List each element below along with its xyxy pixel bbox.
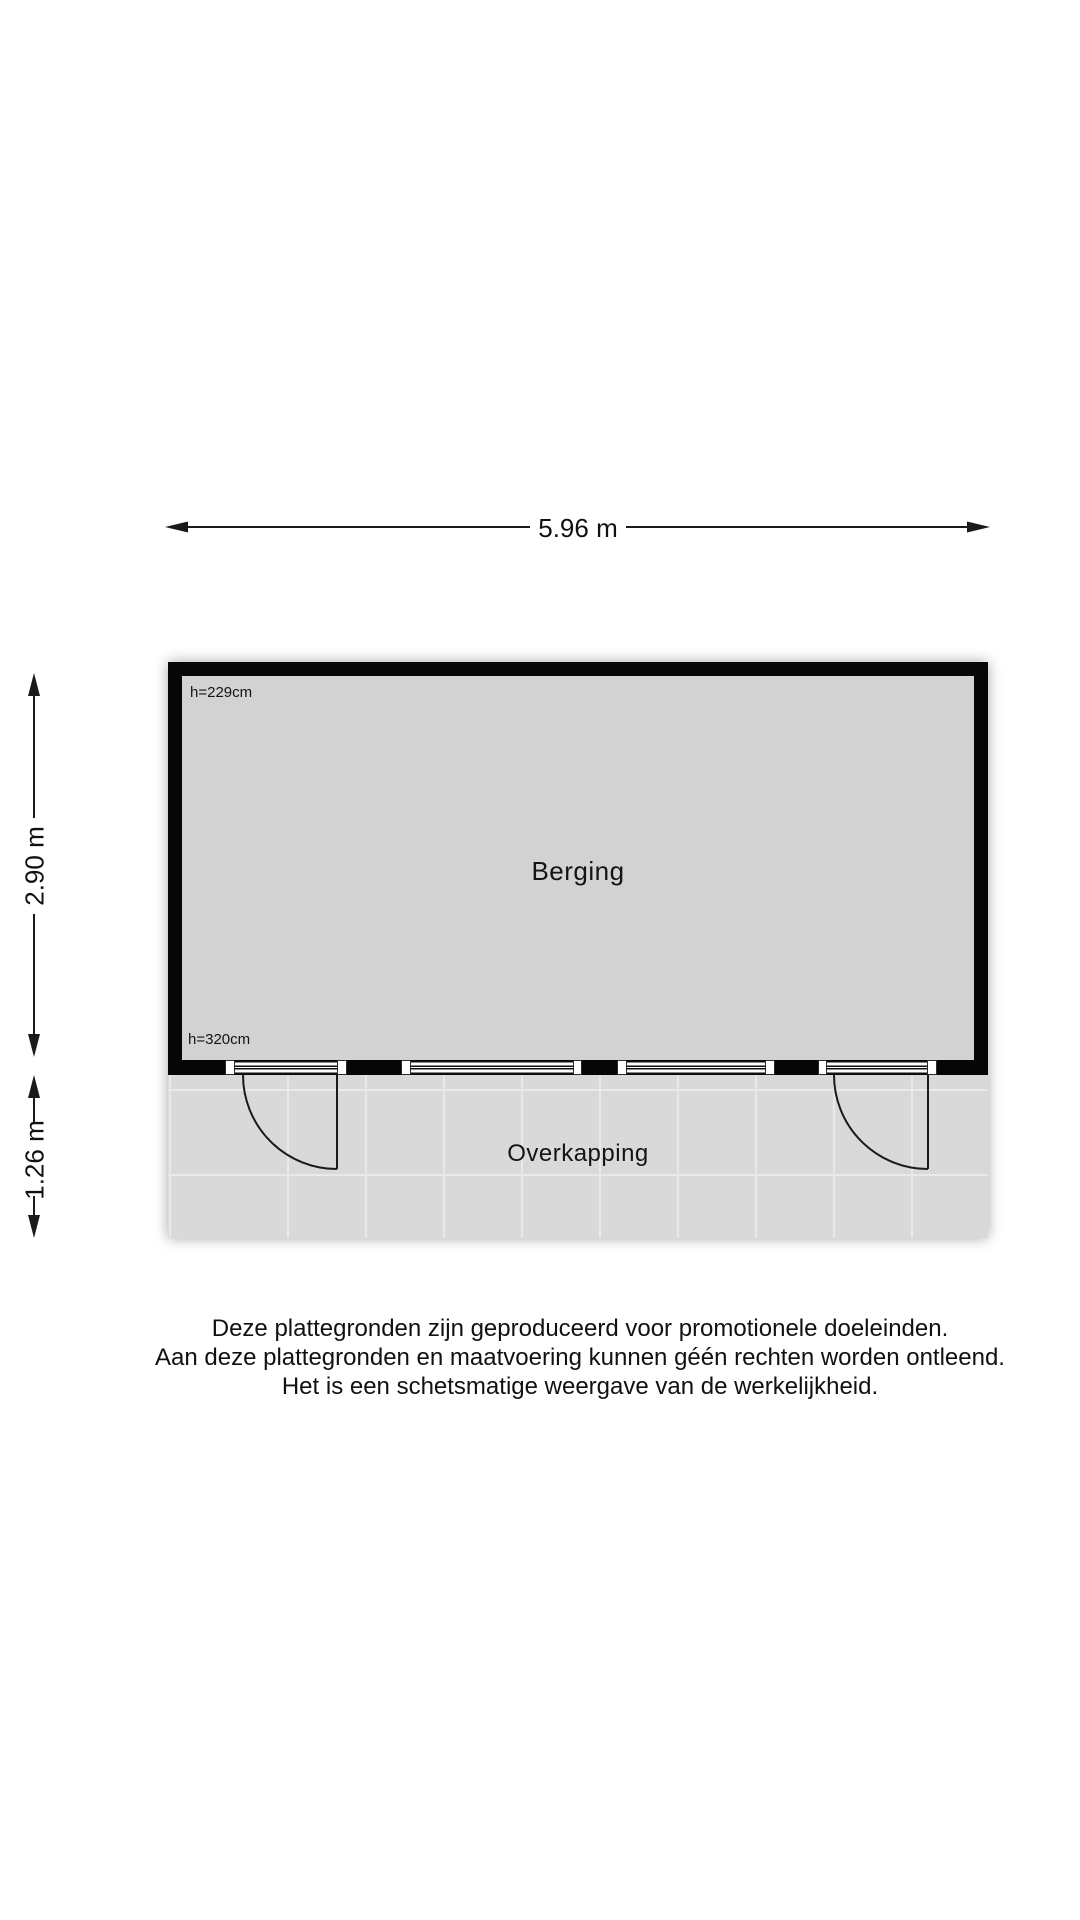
window-jamb xyxy=(573,1060,582,1075)
dimension-width-label: 5.96 m xyxy=(538,513,618,543)
door-jamb xyxy=(225,1060,235,1075)
window-jamb xyxy=(765,1060,775,1075)
disclaimer-line-1: Deze plattegronden zijn geproduceerd voor promotionele doeleinden. xyxy=(211,1315,949,1342)
window-jamb xyxy=(401,1060,411,1075)
window-left xyxy=(411,1061,573,1074)
ceiling-height-note-top: h=229cm xyxy=(190,684,253,701)
door-jamb xyxy=(927,1060,937,1075)
ceiling-height-note-bottom: h=320cm xyxy=(188,1031,251,1048)
window-jamb xyxy=(617,1060,627,1075)
glazed-door-opening-right xyxy=(827,1061,927,1074)
glazed-door-opening-left xyxy=(235,1061,337,1074)
dimension-height-main-label: 2.90 m xyxy=(19,826,50,906)
dimension-height-canopy-label: 1.26 m xyxy=(19,1120,50,1200)
door-jamb xyxy=(818,1060,827,1075)
door-jamb xyxy=(337,1060,347,1075)
disclaimer-line-3: Het is een schetsmatige weergave van de werkelijkheid. xyxy=(281,1373,879,1400)
disclaimer-text xyxy=(80,1314,1080,1401)
room-label-berging: Berging xyxy=(531,856,625,886)
room-label-overkapping: Overkapping xyxy=(507,1140,649,1167)
window-right xyxy=(627,1061,765,1074)
disclaimer-line-2: Aan deze plattegronden en maatvoering kunnen géén rechten worden ontleend. xyxy=(155,1344,1005,1371)
